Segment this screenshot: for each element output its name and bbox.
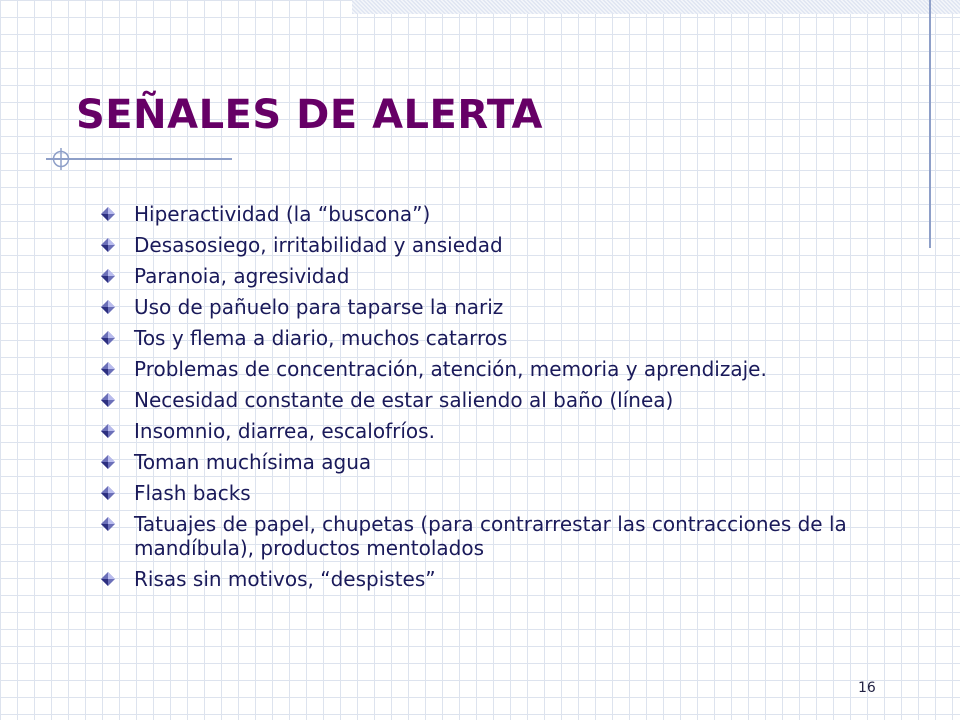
bullet-item	[100, 481, 920, 505]
diamond-bullet-icon	[101, 393, 115, 407]
bullet-item	[100, 512, 920, 560]
diamond-bullet-icon	[101, 455, 115, 469]
bullet-text: Hiperactividad (la “buscona”)	[134, 202, 431, 226]
slide-title: SEÑALES DE ALERTA	[76, 92, 543, 138]
bullet-item	[100, 326, 920, 350]
bullet-item	[100, 233, 920, 257]
bullet-text: Risas sin motivos, “despistes”	[134, 567, 436, 591]
diamond-bullet-icon	[101, 207, 115, 221]
bullet-item	[100, 388, 920, 412]
bullet-item	[100, 419, 920, 443]
bullet-text: Paranoia, agresividad	[134, 264, 350, 288]
page-number: 16	[858, 680, 876, 696]
diamond-bullet-icon	[101, 269, 115, 283]
right-vertical-rule	[929, 0, 931, 248]
circle-ornament-icon	[50, 148, 72, 170]
bullet-text: Tatuajes de papel, chupetas (para contrarrestar las contracciones de la mandíbula), productos mentolados	[134, 512, 847, 560]
diamond-bullet-icon	[101, 300, 115, 314]
diamond-bullet-icon	[101, 572, 115, 586]
diamond-bullet-icon	[101, 424, 115, 438]
diamond-bullet-icon	[101, 517, 115, 531]
bullet-text: Tos y flema a diario, muchos catarros	[134, 326, 508, 350]
diamond-bullet-icon	[101, 238, 115, 252]
bullet-item	[100, 567, 920, 591]
bullet-item	[100, 202, 920, 226]
bullet-text: Flash backs	[134, 481, 251, 505]
diamond-bullet-icon	[101, 486, 115, 500]
bullet-item	[100, 295, 920, 319]
bullet-item	[100, 264, 920, 288]
bullet-item	[100, 357, 920, 381]
bullet-text: Insomnio, diarrea, escalofríos.	[134, 419, 435, 443]
bullet-text: Uso de pañuelo para taparse la nariz	[134, 295, 504, 319]
bullet-list	[100, 202, 920, 598]
bullet-text: Desasosiego, irritabilidad y ansiedad	[134, 233, 503, 257]
diamond-bullet-icon	[101, 362, 115, 376]
title-underline-rule	[46, 158, 232, 160]
bullet-text: Necesidad constante de estar saliendo al baño (línea)	[134, 388, 674, 412]
bullet-text: Toman muchísima agua	[134, 450, 372, 474]
bullet-text: Problemas de concentración, atención, memoria y aprendizaje.	[134, 357, 767, 381]
diamond-bullet-icon	[101, 331, 115, 345]
top-decorative-band	[352, 0, 960, 14]
bullet-item	[100, 450, 920, 474]
